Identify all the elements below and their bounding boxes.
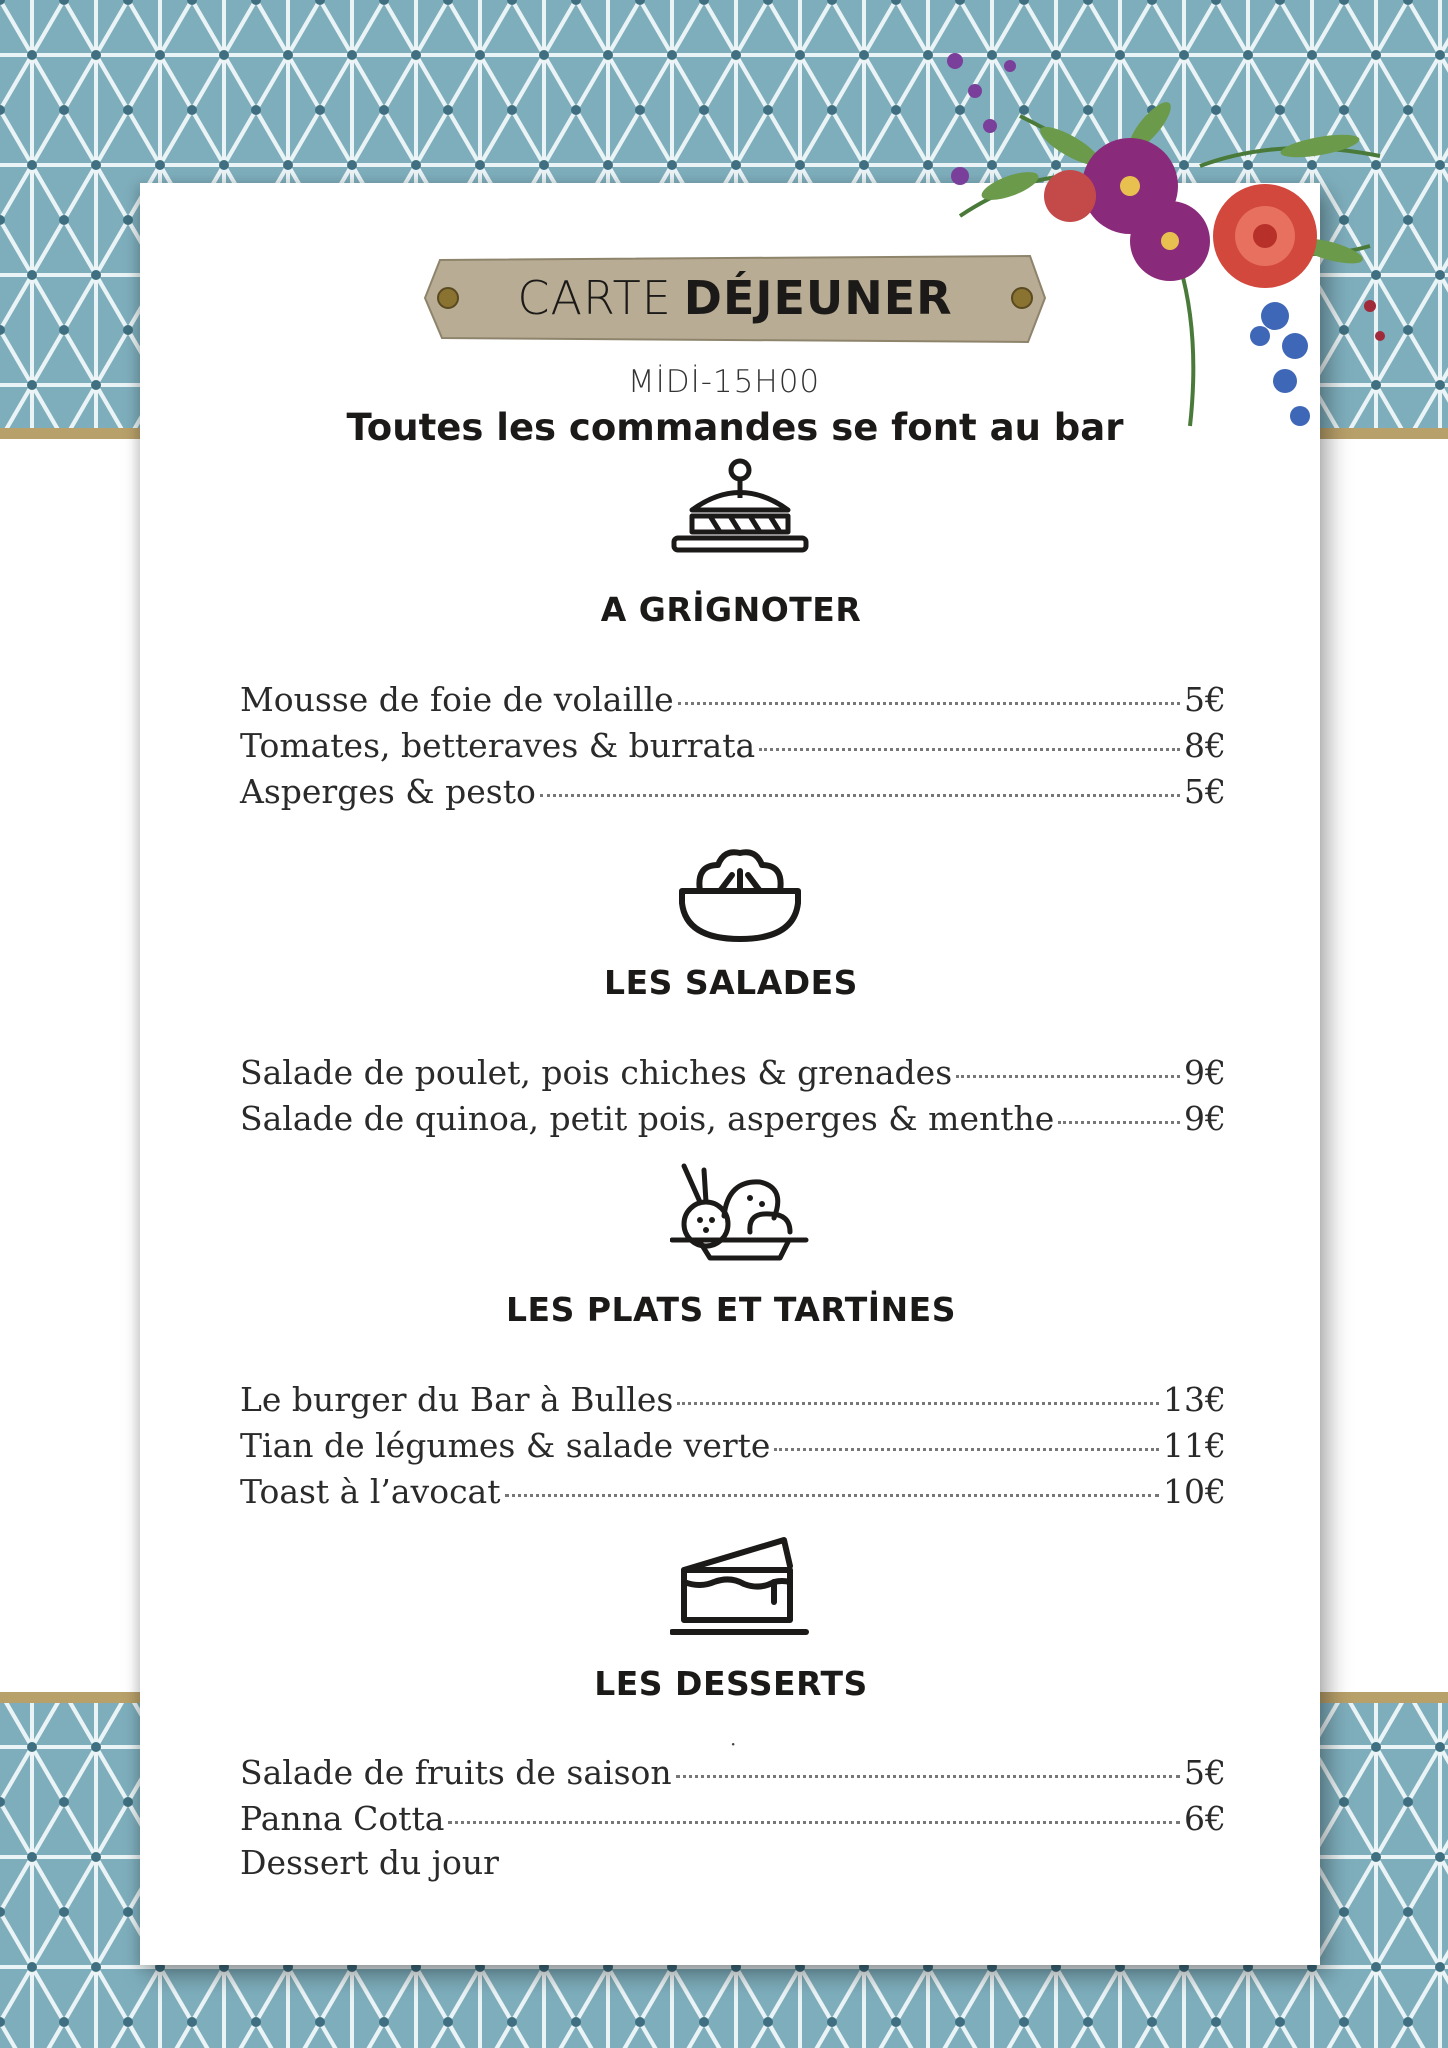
section-title-desserts: LES DESSERTS bbox=[594, 1664, 868, 1703]
menu-item bbox=[240, 1380, 1226, 1426]
menu-item bbox=[240, 1799, 1226, 1845]
leader-dots bbox=[540, 794, 1180, 797]
item-price: 8€ bbox=[1184, 726, 1226, 765]
service-hours: MİDİ-15H00 bbox=[627, 364, 821, 400]
leader-dots bbox=[677, 1402, 1159, 1405]
leader-dots bbox=[676, 1775, 1180, 1778]
section-title-salades: LES SALADES bbox=[604, 963, 858, 1002]
canape-icon bbox=[670, 450, 810, 565]
item-name: Tian de légumes & salade verte bbox=[240, 1426, 771, 1465]
item-price: 5€ bbox=[1184, 772, 1226, 811]
item-price: 5€ bbox=[1184, 1753, 1226, 1792]
menu-item bbox=[240, 1843, 1226, 1889]
leader-dots bbox=[448, 1821, 1180, 1824]
leader-dots bbox=[774, 1448, 1159, 1451]
item-name: Salade de fruits de saison bbox=[240, 1753, 672, 1792]
leader-dots bbox=[505, 1494, 1160, 1497]
menu-item bbox=[240, 1753, 1226, 1799]
cake-slice-icon bbox=[670, 1536, 810, 1642]
item-price: 9€ bbox=[1184, 1099, 1226, 1138]
menu-item bbox=[240, 1472, 1226, 1518]
menu-item bbox=[240, 1099, 1226, 1145]
menu-title-light: CARTE bbox=[517, 271, 672, 325]
item-price: 10€ bbox=[1163, 1472, 1226, 1511]
menu-item bbox=[240, 1053, 1226, 1099]
menu-title bbox=[420, 252, 1050, 344]
item-name: Tomates, betteraves & burrata bbox=[240, 726, 756, 765]
item-name: Asperges & pesto bbox=[240, 772, 536, 811]
item-price: 11€ bbox=[1163, 1426, 1226, 1465]
leader-dots bbox=[678, 702, 1180, 705]
menu-title-bold: DÉJEUNER bbox=[683, 271, 953, 325]
item-name: Dessert du jour bbox=[240, 1843, 499, 1882]
leader-dots bbox=[759, 748, 1180, 751]
item-name: Le burger du Bar à Bulles bbox=[240, 1380, 674, 1419]
item-price: 9€ bbox=[1184, 1053, 1226, 1092]
item-price: 13€ bbox=[1163, 1380, 1226, 1419]
section-title-plats: LES PLATS ET TARTİNES bbox=[506, 1290, 956, 1329]
plate-dish-icon bbox=[670, 1162, 810, 1264]
item-name: Salade de quinoa, petit pois, asperges & menthe bbox=[240, 1099, 1055, 1138]
item-name: Toast à l’avocat bbox=[240, 1472, 501, 1511]
item-name: Panna Cotta bbox=[240, 1799, 445, 1838]
menu-item bbox=[240, 680, 1226, 726]
menu-item bbox=[240, 1426, 1226, 1472]
leader-dots bbox=[1058, 1121, 1180, 1124]
section-title-grignoter: A GRİGNOTER bbox=[600, 590, 862, 629]
order-note: Toutes les commandes se font au bar bbox=[346, 406, 1124, 449]
salad-bowl-icon bbox=[676, 845, 804, 945]
menu-item bbox=[240, 772, 1226, 818]
stray-dot: · bbox=[730, 1732, 737, 1756]
item-price: 6€ bbox=[1184, 1799, 1226, 1838]
item-name: Mousse de foie de volaille bbox=[240, 680, 674, 719]
item-name: Salade de poulet, pois chiches & grenades bbox=[240, 1053, 953, 1092]
menu-item bbox=[240, 726, 1226, 772]
item-price: 5€ bbox=[1184, 680, 1226, 719]
leader-dots bbox=[956, 1075, 1180, 1078]
